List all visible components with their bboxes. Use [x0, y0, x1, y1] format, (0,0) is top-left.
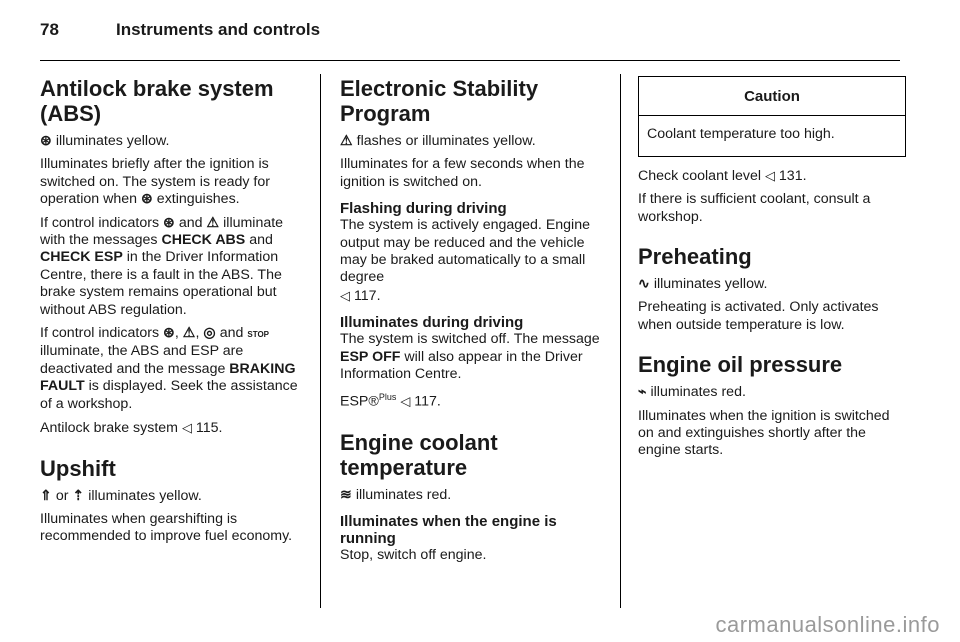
oil-pressure-icon: ⌁: [638, 384, 647, 401]
illuminates-heading: Illuminates during driving: [340, 314, 524, 332]
coolant-heading: Engine coolant temperature: [340, 429, 498, 480]
preheating-text-1: ∿ illuminates yellow.: [638, 276, 768, 293]
page-header: [40, 20, 320, 40]
page-reference-link[interactable]: 117.: [353, 287, 381, 304]
upshift-heading: Upshift: [40, 455, 116, 481]
oil-pressure-text-2: Illuminates when the ignition is switched on and extinguishes shortly after the engine starts.: [638, 407, 890, 459]
page-reference-link[interactable]: 117.: [414, 394, 441, 411]
abs-text-5: Antilock brake system ◁ 115.: [40, 420, 223, 437]
preheating-text-2: Preheating is activated. Only activates when outside temperature is low.: [638, 299, 879, 333]
watermark: carmanualsonline.info: [715, 612, 940, 637]
check-abs-message: CHECK ABS: [161, 232, 246, 249]
header-rule: [40, 60, 900, 61]
esp-heading: Electronic Stability Program: [340, 76, 539, 126]
page-reference-link[interactable]: 115.: [195, 420, 223, 437]
caution-title: Caution: [639, 77, 905, 116]
abs-text-4: If control indicators ⊛, ⚠, ◎ and STOP illuminate, the ABS and ESP are deactivated and the message BRAKING FAULT is displayed. Seek the assistance of a workshop.: [40, 325, 298, 412]
check-level-text: Check coolant level ◁ 131.: [638, 167, 807, 184]
braking-fault-message: BRAKING FAULT: [40, 360, 296, 395]
upshift-text-2: Illuminates when gearshifting is recommended to improve fuel economy.: [40, 510, 293, 545]
esp-text-1: ⚠ flashes or illuminates yellow.: [340, 133, 536, 149]
abs-icon: ⊛: [163, 214, 175, 231]
abs-text-3: If control indicators ⊛ and ⚠ illuminate with the messages CHECK ABS and CHECK ESP in the Driver Information Centre, there is a fault in the ABS. The brake system remains operational but without ABS regulation.: [40, 214, 284, 318]
esp-plus-text: ESP®$^{Plus}$ ◁ 117.: [340, 392, 441, 411]
esp-icon: ⚠: [340, 133, 353, 149]
abs-heading: Antilock brake system (ABS): [40, 76, 274, 126]
abs-text-2: Illuminates briefly after the ignition is switched on. The system is ready for operation when ⊛ extinguishes.: [40, 156, 270, 208]
flashing-heading: Flashing during driving: [340, 200, 507, 218]
esp-text-2: Illuminates for a few seconds when the ignition is switched on.: [340, 156, 585, 190]
check-esp-message: CHECK ESP: [40, 249, 123, 266]
preheating-heading: Preheating: [638, 244, 752, 270]
column-divider: [320, 74, 321, 608]
oil-pressure-heading: Engine oil pressure: [638, 352, 843, 378]
esp-icon: ⚠: [182, 325, 196, 342]
illuminates-text: The system is switched off. The message ESP OFF will also appear in the Driver Information Centre.: [340, 331, 600, 383]
caution-text: Coolant temperature too high.: [647, 126, 835, 143]
reference-icon: ◁: [181, 420, 192, 436]
upshift-icon: ⇑: [40, 487, 52, 504]
coolant-temperature-icon: ≋: [340, 486, 352, 503]
page-reference-link[interactable]: 131.: [778, 167, 807, 184]
running-text: Stop, switch off engine.: [340, 547, 487, 564]
column-3: [638, 76, 906, 466]
stop-icon: STOP: [247, 330, 270, 340]
reference-icon: ◁: [400, 394, 411, 410]
upshift-text-1: ⇑ or ⇡ illuminates yellow.: [40, 487, 202, 504]
sufficient-text: If there is sufficient coolant, consult a workshop.: [638, 191, 871, 225]
column-2: [340, 76, 608, 570]
esp-icon: ⚠: [206, 214, 220, 231]
coolant-text: ≋ illuminates red.: [340, 486, 452, 503]
oil-pressure-text-1: ⌁ illuminates red.: [638, 384, 746, 401]
abs-text-1: ⊛ illuminates yellow.: [40, 133, 170, 149]
reference-icon: ◁: [340, 287, 350, 303]
flashing-text: The system is actively engaged. Engine output may be reduced and the vehicle may be braked automatically to a small degree ◁ 117.: [340, 217, 590, 304]
abs-icon: ⊛: [140, 191, 153, 208]
brake-icon: ◎: [203, 325, 216, 342]
reference-icon: ◁: [764, 167, 775, 183]
page-number: 78: [40, 20, 59, 39]
abs-icon: ⊛: [163, 325, 175, 342]
page-title: Instruments and controls: [116, 20, 321, 39]
preheating-icon: ∿: [638, 276, 650, 293]
column-1: [40, 76, 308, 552]
column-divider: [620, 74, 621, 608]
running-heading: Illuminates when the engine is running: [340, 513, 557, 548]
upshift-alt-icon: ⇡: [72, 487, 85, 504]
abs-icon: ⊛: [40, 133, 52, 149]
esp-off-message: ESP OFF: [340, 348, 401, 365]
caution-box: [638, 76, 906, 157]
